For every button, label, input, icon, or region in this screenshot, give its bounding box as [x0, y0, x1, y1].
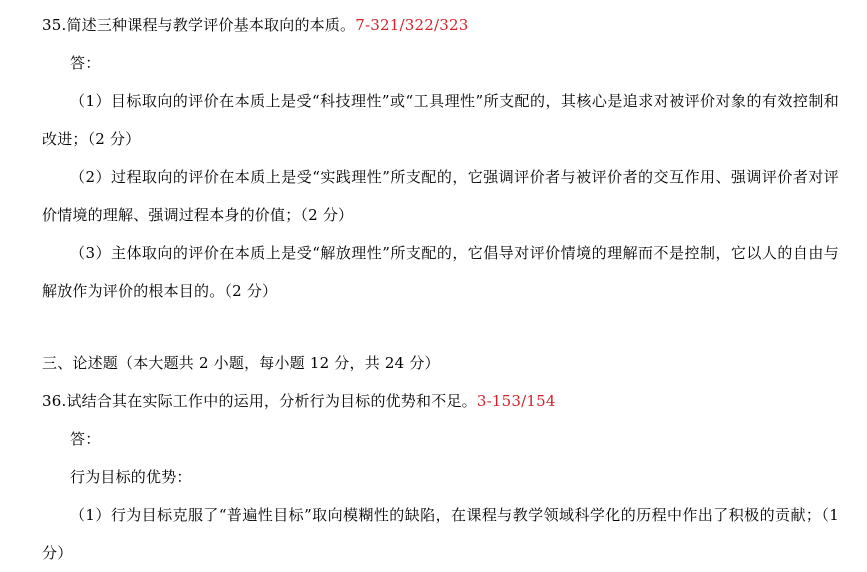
- question-36-subheading: 行为目标的优势：: [70, 468, 192, 486]
- question-35-answer-label: 答：: [70, 54, 101, 72]
- question-36-answer-label: 答：: [70, 430, 101, 448]
- question-35-point-2: （2）过程取向的评价在本质上是受“实践理性”所支配的，它强调评价者与被评价者的交互作用、强调评价者对评价情境的理解、强调过程本身的价值；（2 分）: [42, 168, 839, 224]
- question-35-point-3: （3）主体取向的评价在本质上是受“解放理性”所支配的，它倡导对评价情境的理解而不是控制，它以人的自由与解放作为评价的根本目的。（2 分）: [42, 244, 839, 300]
- question-35-stem-text: 35.简述三种课程与教学评价基本取向的本质。: [42, 16, 356, 34]
- question-35-stem: [42, 6, 839, 44]
- question-36-stem-text: 36.试结合其在实际工作中的运用，分析行为目标的优势和不足。: [42, 392, 477, 410]
- question-35-point-1: （1）目标取向的评价在本质上是受“科技理性”或“工具理性”所支配的，其核心是追求对被评价对象的有效控制和改进；（2 分）: [42, 92, 839, 148]
- question-36-point-1: （1）行为目标克服了“普遍性目标”取向模糊性的缺陷，在课程与教学领域科学化的历程中作出了积极的贡献；（1分）: [42, 506, 839, 562]
- question-35-reference: 7-321/322/323: [355, 16, 469, 34]
- question-36-stem: [42, 382, 839, 420]
- section-spacer: [42, 310, 839, 344]
- question-36-reference: 3-153/154: [476, 392, 556, 410]
- section-three-heading: 三、论述题（本大题共 2 小题，每小题 12 分，共 24 分）: [42, 354, 440, 372]
